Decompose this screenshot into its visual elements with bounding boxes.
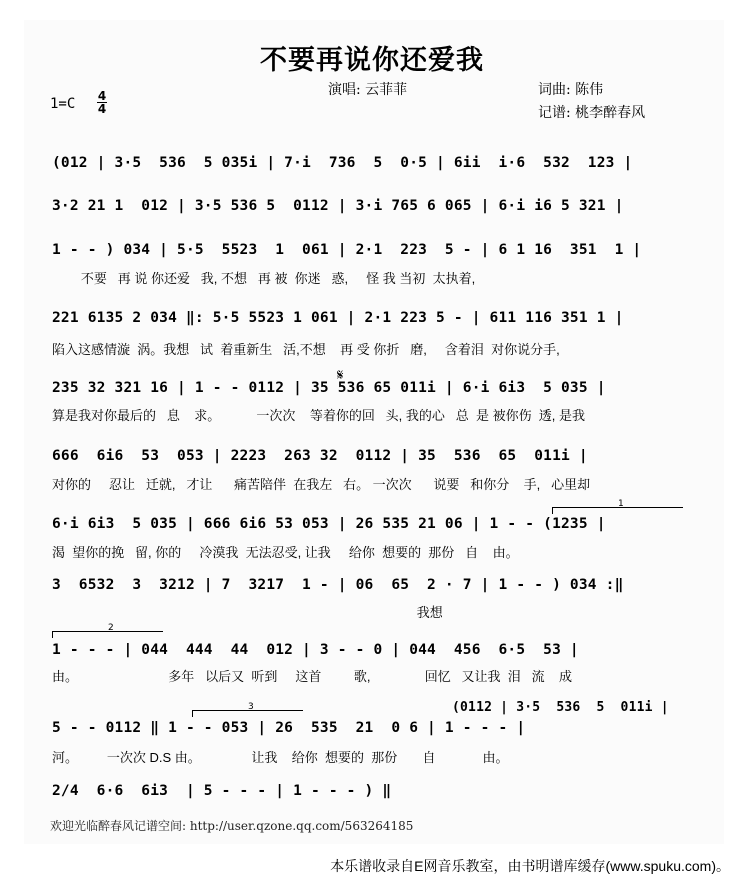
lyric-row-6: 对你的 忍让 迁就, 才让 痛苦陪伴 在我左 右。 一次次 说要 和你分 手, 心里却 xyxy=(52,477,591,492)
music-row-5: 235 32 321 16 | 1 - - 0112 | 35 536 65 011i | 6·i 6i3 5 035 | xyxy=(52,380,606,396)
song-title: 不要再说你还爱我 xyxy=(260,45,484,76)
footer-note: 欢迎光临醉春风记谱空间: http://user.qzone.qq.com/563264185 xyxy=(50,819,414,833)
music-row-8: 3 6532 3 3212 | 7 3217 1 - | 06 65 2 · 7 | 1 - - ) 034 :‖ xyxy=(52,577,624,593)
lyric-row-10: 河。 一次次 D.S 由。 让我 给你 想要的 那份 自 由。 xyxy=(52,750,509,765)
key-signature: 1=C xyxy=(50,96,76,112)
music-row-3: 1 - - ) 034 | 5·5 5523 1 061 | 2·1 223 5 - | 6 1 16 351 1 | xyxy=(52,242,642,258)
volta-2-label: 2 xyxy=(108,623,114,633)
volta-1 xyxy=(552,499,683,514)
lyric-row-4: 陷入这感情漩 涡。我想 试 着重新生 活,不想 再 受 你折 磨, 含着泪 对你说分手, xyxy=(52,342,560,357)
volta-2 xyxy=(52,623,163,638)
lyric-row-7: 渴 望你的挽 留, 你的 冷漠我 无法忍受, 让我 给你 想要的 那份 自 由。 xyxy=(52,545,519,560)
music-row-9: 1 - - - | 044 444 44 012 | 3 - - 0 | 044 456 6·5 53 | xyxy=(52,642,579,658)
volta-3 xyxy=(192,702,303,717)
singer-credit: 演唱: 云菲菲 xyxy=(328,82,408,98)
source-credit: 本乐谱收录自E网音乐教室，由书明谱库缓存(www.spuku.com)。 xyxy=(330,858,730,874)
music-row-4: 221 6135 2 034 ‖: 5·5 5523 1 061 | 2·1 223 5 - | 611 116 351 1 | xyxy=(52,310,624,326)
lyric-row-9: 由。 多年 以后又 听到 这首 歌, 回忆 又让我 泪 流 成 xyxy=(52,669,573,684)
lyric-row-8: 我想 xyxy=(52,605,443,620)
coda-intro: (0112 | 3·5 536 5 011i | xyxy=(452,700,669,715)
transcriber-credit: 记谱: 桃李醉春风 xyxy=(538,105,646,121)
composer-credit: 词曲: 陈伟 xyxy=(538,82,604,98)
lyric-row-3: 不要 再 说 你还爱 我, 不想 再 被 你迷 惑, 怪 我 当初 太执着, xyxy=(52,271,476,286)
volta-3-label: 3 xyxy=(248,702,254,712)
time-signature xyxy=(97,90,107,115)
music-row-7: 6·i 6i3 5 035 | 666 6i6 53 053 | 26 535 21 06 | 1 - - (1235 | xyxy=(52,516,606,532)
segno-sign: 𝄋 xyxy=(337,366,344,384)
lyric-row-5: 算是我对你最后的 息 求。 一次次 等着你的回 头, 我的心 总 是 被你伤 透, 是我 xyxy=(52,408,586,423)
music-row-11: 2/4 6·6 6i3 | 5 - - - | 1 - - - ) ‖ xyxy=(52,783,392,799)
music-row-1: (012 | 3·5 536 5 035i | 7·i 736 5 0·5 | 6ii i·6 532 123 | xyxy=(52,155,633,171)
music-row-6: 666 6i6 53 053 | 2223 263 32 0112 | 35 536 65 011i | xyxy=(52,448,588,464)
volta-1-label: 1 xyxy=(618,499,624,509)
time-top: 4 xyxy=(97,89,107,103)
time-bottom: 4 xyxy=(97,102,107,116)
music-row-10: 5 - - 0112 ‖ 1 - - 053 | 26 535 21 0 6 | 1 - - - | xyxy=(52,720,526,736)
music-row-2: 3·2 21 1 012 | 3·5 536 5 0112 | 3·i 765 6 065 | 6·i i6 5 321 | xyxy=(52,198,624,214)
